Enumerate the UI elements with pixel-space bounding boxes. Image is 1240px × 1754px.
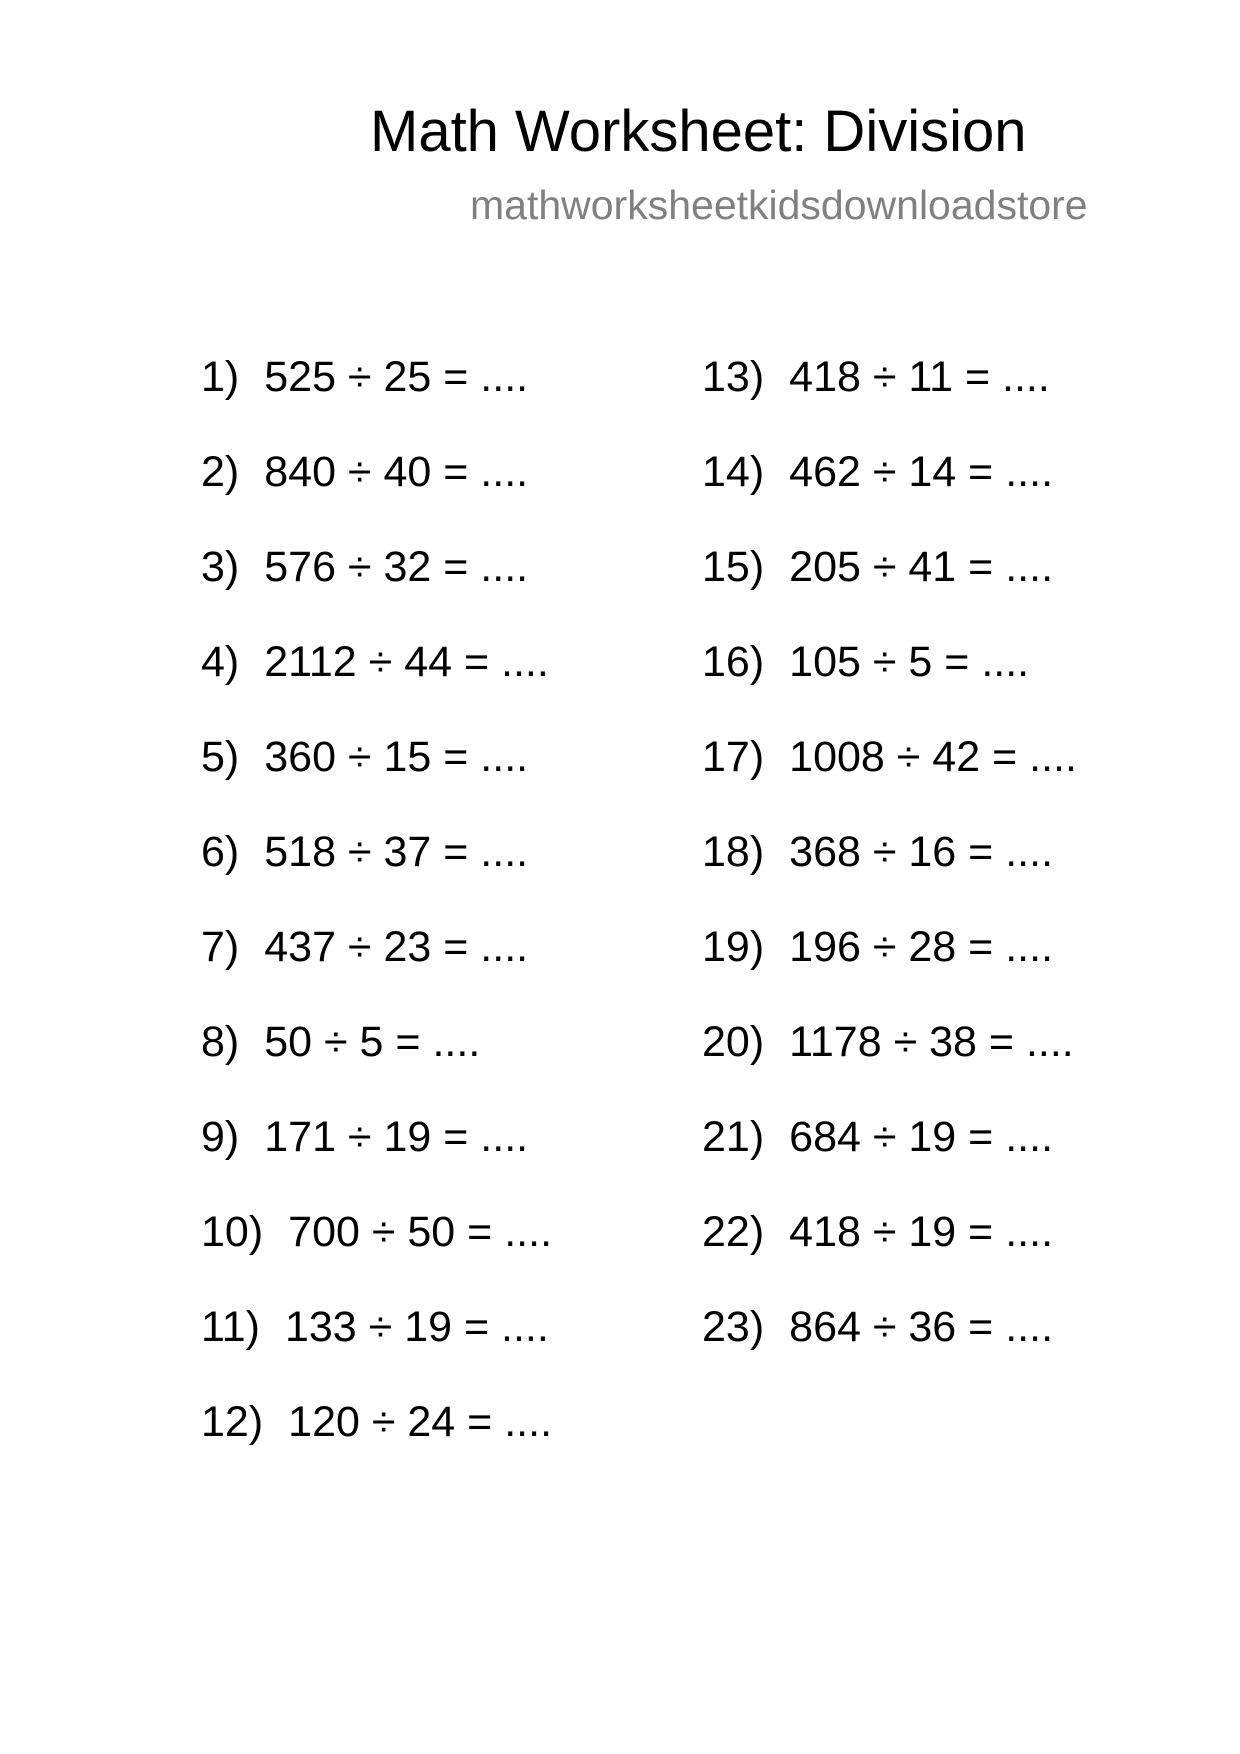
problem-item [702,447,1077,542]
problem-expression: 576 ÷ 32 = .... [264,543,529,591]
problem-number: 1) [201,353,240,401]
problem-expression: 2112 ÷ 44 = .... [264,638,549,686]
site-watermark: mathworksheetkidsdownloadstore [470,182,1088,228]
problem-item [201,1302,552,1397]
page-title: Math Worksheet: Division [370,99,1027,164]
problem-item [702,922,1077,1017]
problem-expression: 205 ÷ 41 = .... [789,543,1054,591]
problem-number: 15) [702,543,765,591]
problem-expression: 700 ÷ 50 = .... [288,1208,553,1256]
problem-number: 23) [702,1303,765,1351]
problem-number: 22) [702,1208,765,1256]
problem-expression: 1178 ÷ 38 = .... [789,1018,1074,1066]
problem-item [702,352,1077,447]
problem-number: 18) [702,828,765,876]
problem-expression: 171 ÷ 19 = .... [264,1113,529,1161]
problem-expression: 360 ÷ 15 = .... [264,733,529,781]
problem-number: 17) [702,733,765,781]
problem-item [201,1397,552,1492]
problem-expression: 684 ÷ 19 = .... [789,1113,1054,1161]
problem-item [702,1017,1077,1112]
problem-item [201,637,552,732]
problem-number: 11) [201,1303,260,1351]
problem-number: 14) [702,448,765,496]
problem-number: 2) [201,448,240,496]
problems-left-column [201,352,552,1492]
problems-right-column [702,352,1077,1397]
problem-expression: 368 ÷ 16 = .... [789,828,1054,876]
problem-expression: 518 ÷ 37 = .... [264,828,529,876]
problem-item [702,1112,1077,1207]
problem-number: 8) [201,1018,240,1066]
problem-expression: 437 ÷ 23 = .... [264,923,529,971]
problem-item [201,827,552,922]
problem-item [702,542,1077,637]
problem-expression: 50 ÷ 5 = .... [264,1018,481,1066]
problem-item [201,352,552,447]
problem-number: 16) [702,638,765,686]
problem-item [201,732,552,827]
problem-number: 6) [201,828,240,876]
problem-number: 19) [702,923,765,971]
problem-item [201,447,552,542]
problem-item [201,542,552,637]
problem-item [702,827,1077,922]
problem-number: 7) [201,923,240,971]
problem-item [201,922,552,1017]
problem-number: 21) [702,1113,765,1161]
problem-expression: 840 ÷ 40 = .... [264,448,529,496]
problem-item [201,1112,552,1207]
problem-number: 20) [702,1018,765,1066]
problem-number: 13) [702,353,765,401]
problem-number: 9) [201,1113,240,1161]
problem-expression: 133 ÷ 19 = .... [284,1303,549,1351]
problem-item [201,1017,552,1112]
problem-number: 4) [201,638,240,686]
problem-expression: 105 ÷ 5 = .... [789,638,1030,686]
problem-expression: 462 ÷ 14 = .... [789,448,1054,496]
problem-item [702,637,1077,732]
problem-expression: 418 ÷ 11 = .... [789,353,1050,401]
problem-item [702,732,1077,827]
problem-item [702,1207,1077,1302]
problem-item [702,1302,1077,1397]
problem-number: 10) [201,1208,264,1256]
problem-expression: 864 ÷ 36 = .... [789,1303,1054,1351]
problem-expression: 1008 ÷ 42 = .... [789,733,1077,781]
problem-expression: 418 ÷ 19 = .... [789,1208,1054,1256]
problem-item [201,1207,552,1302]
problem-number: 5) [201,733,240,781]
problem-number: 3) [201,543,240,591]
problem-expression: 196 ÷ 28 = .... [789,923,1054,971]
problem-expression: 120 ÷ 24 = .... [288,1398,553,1446]
problem-expression: 525 ÷ 25 = .... [264,353,529,401]
problem-number: 12) [201,1398,264,1446]
